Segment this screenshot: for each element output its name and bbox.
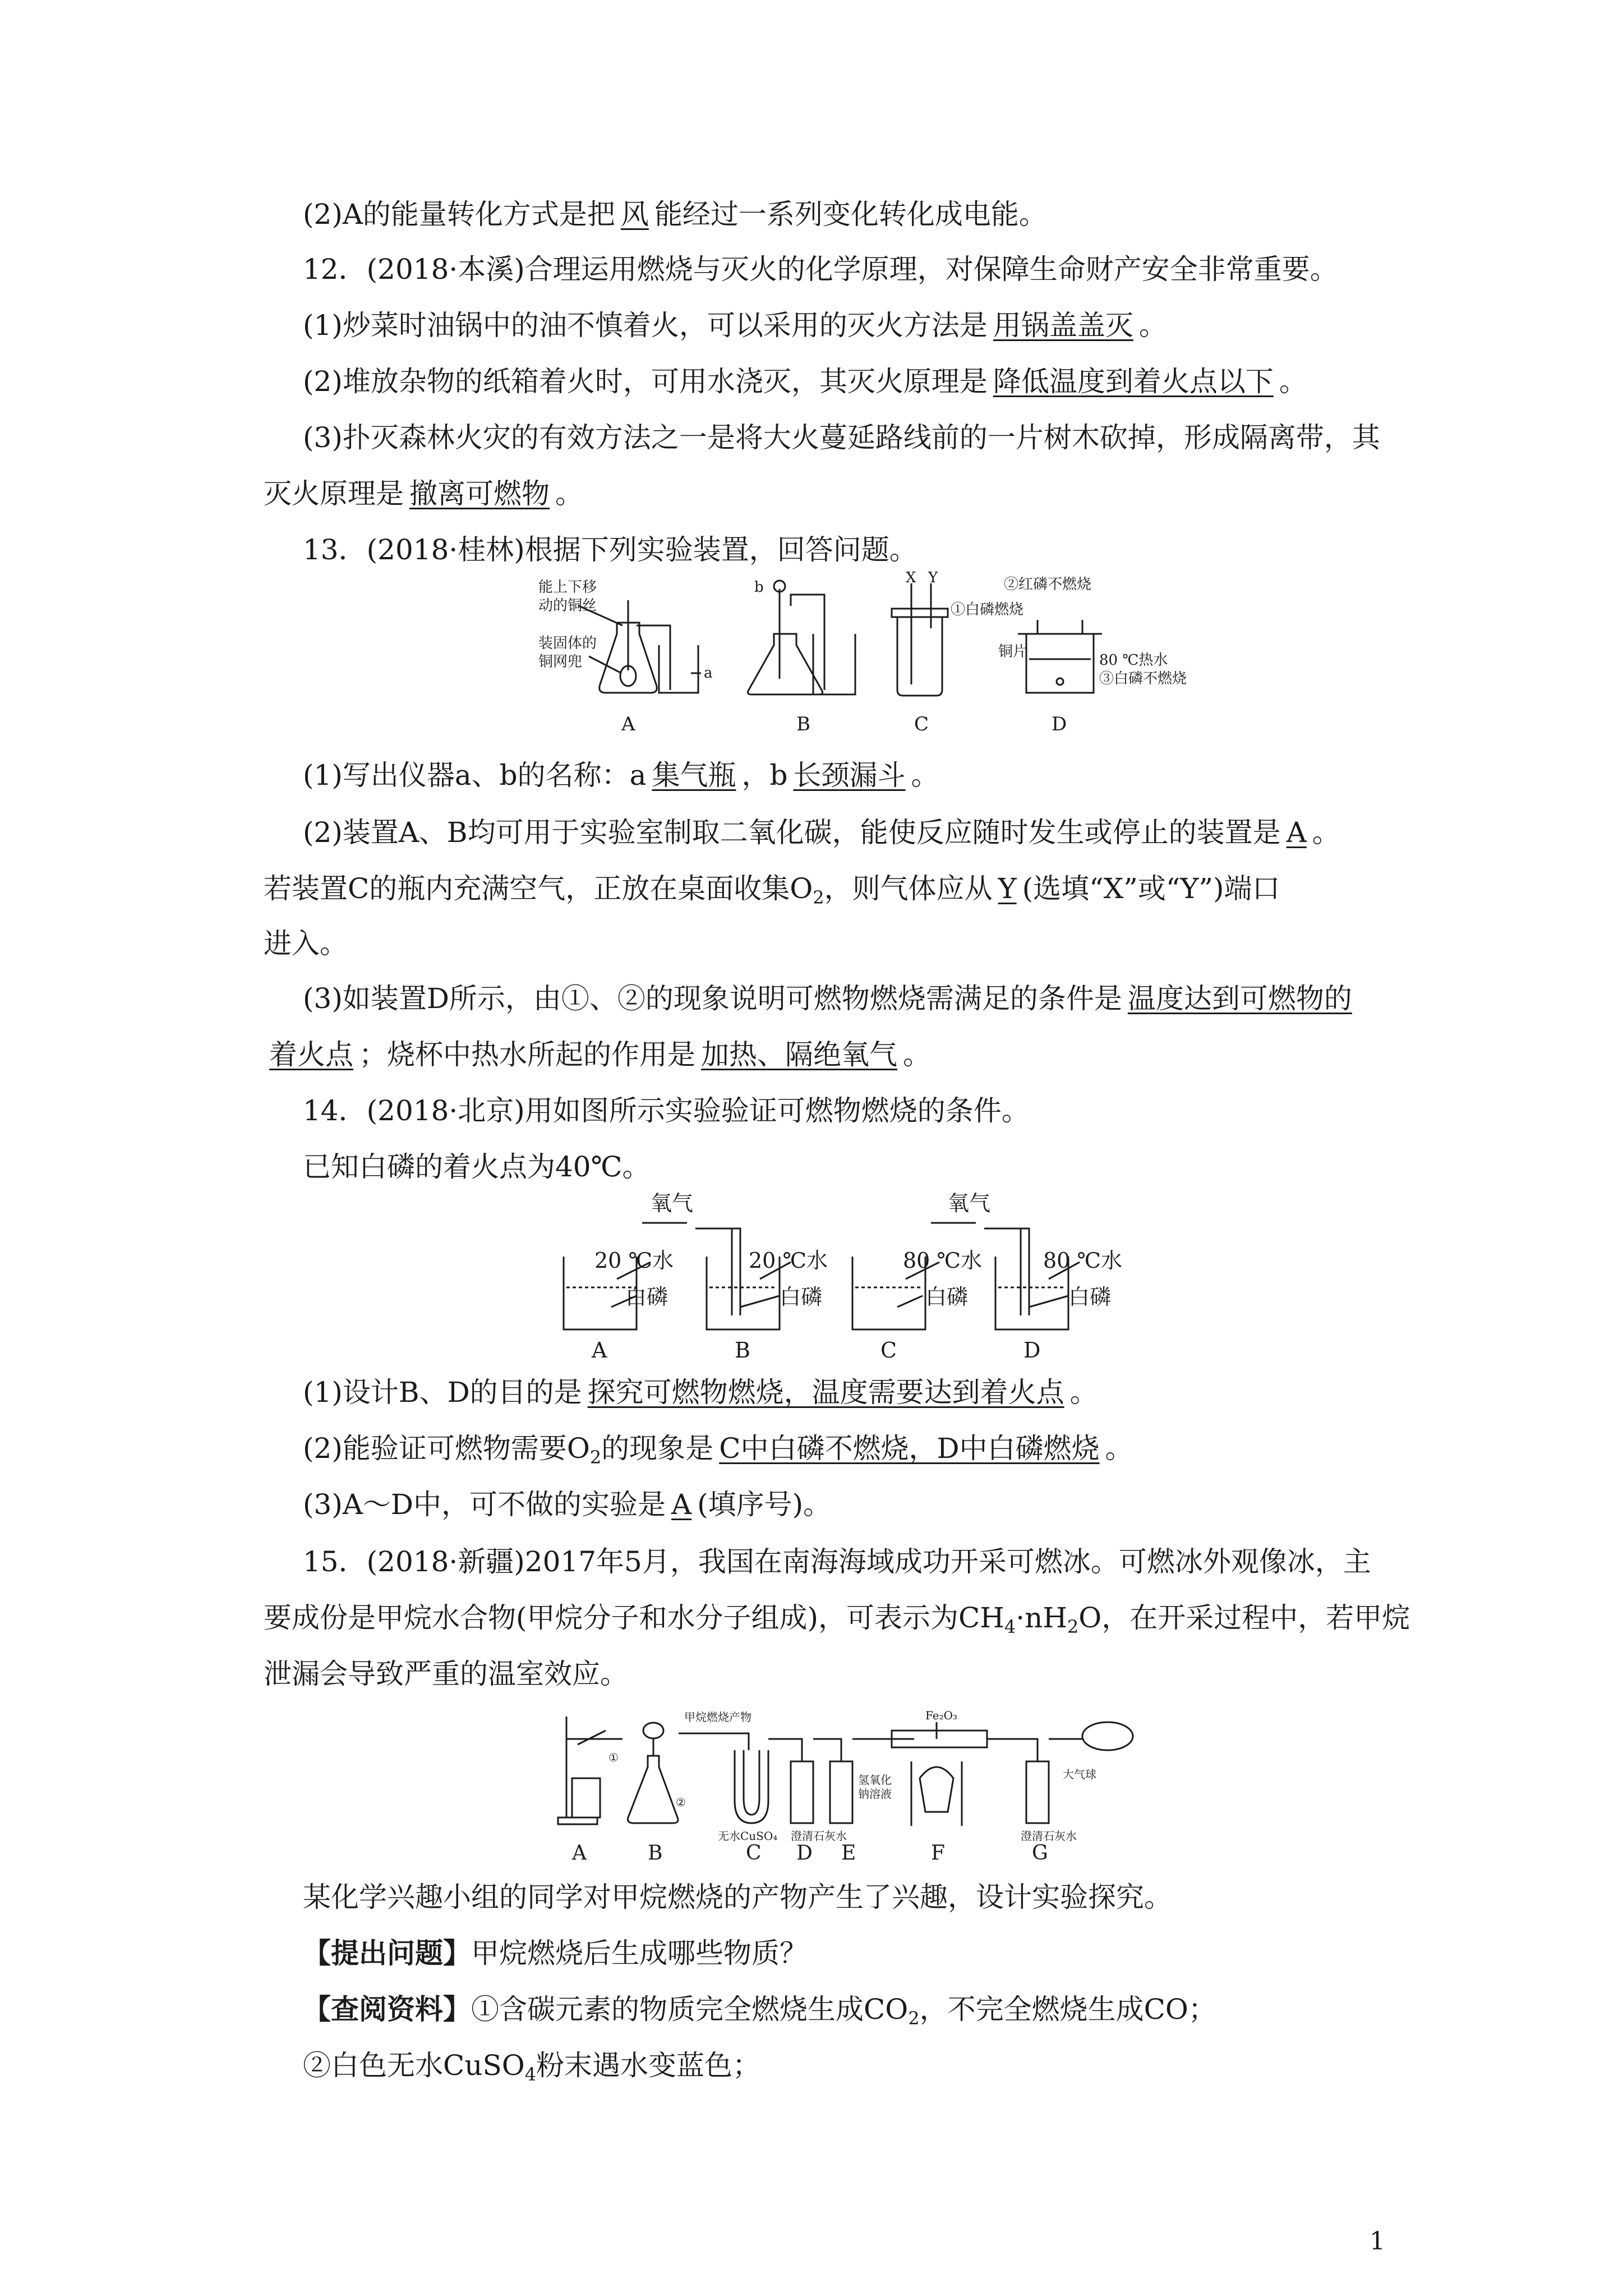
q12-part3-line2: 灭火原理是 撤离可燃物 。 [264, 476, 583, 512]
q15-line3: 泄漏会导致严重的温室效应。 [264, 1658, 628, 1690]
page-number: 1 [1370, 2227, 1385, 2256]
fig-label: E [841, 1842, 856, 1865]
fig-label: 大气球 [1063, 1768, 1096, 1781]
answer: 温度达到可燃物的 [1127, 982, 1352, 1015]
q15-reference-2: ②白色无水CuSO$_4$粉末遇水变蓝色； [303, 2049, 761, 2085]
fig-label: 白磷 [1068, 1285, 1112, 1309]
fig-label: 白磷 [625, 1285, 668, 1309]
answer: 探究可燃物燃烧，温度需要达到着火点 [587, 1376, 1064, 1409]
fig-label: 铜片 [998, 643, 1028, 660]
fig-label: B [648, 1842, 663, 1865]
answer: C中白磷不燃烧，D中白磷燃烧 [719, 1432, 1100, 1465]
q13-part2-line1: (2)装置A、B均可用于实验室制取二氧化碳，能使反应随时发生或停止的装置是 A 。 [303, 815, 1340, 850]
q15-reference-1: 【查阅资料】①含碳元素的物质完全燃烧生成$CO_2$，不完全燃烧生成CO； [303, 1993, 1216, 2029]
answer: 着火点 [269, 1038, 353, 1071]
q15-line2: 要成份是甲烷水合物(甲烷分子和水分子组成)，可表示为$CH_4\cdot nH_2O$，在开采过程中，若甲烷 [264, 1602, 1410, 1637]
answer: 长颈漏斗 [793, 759, 906, 792]
fig-label: Fe₂O₃ [925, 1709, 958, 1722]
q14-known: 已知白磷的着火点为40℃。 [303, 1151, 651, 1183]
answer: 用锅盖盖灭 [993, 309, 1133, 342]
fig-label: X [906, 569, 916, 586]
fig-label: 钠溶液 [858, 1787, 892, 1801]
q14-part3: (3)A～D中，可不做的实验是 A (填序号)。 [303, 1487, 831, 1522]
q15-question: 【提出问题】甲烷燃烧后生成哪些物质？ [303, 1936, 808, 1970]
q12-stem: 12．(2018·本溪)合理运用燃烧与灭火的化学原理，对保障生命财产安全非常重要。 [303, 253, 1338, 286]
fig-label: C [914, 713, 929, 735]
fig-label: 20 ℃水 [594, 1248, 674, 1273]
q15-line1: 15．(2018·新疆)2017年5月，我国在南海海域成功开采可燃冰。可燃冰外观像冰，主 [303, 1545, 1371, 1578]
q15-apparatus-figure [555, 1705, 1150, 1865]
q14-part2: (2)能验证可燃物需要$O_2$的现象是 C中白磷不燃烧，D中白磷燃烧 。 [303, 1430, 1133, 1466]
answer: Y [998, 872, 1017, 905]
fig-label: 澄清石灰水 [1021, 1829, 1077, 1843]
fig-label: ③白磷不燃烧 [1099, 670, 1187, 687]
fig-label: F [931, 1842, 945, 1865]
q13-part2-line3: 进入。 [264, 927, 348, 960]
fig-label: Y [928, 569, 938, 586]
answer: 风 [620, 198, 649, 231]
fig-label: A [592, 1338, 607, 1363]
answer: 集气瓶 [652, 759, 736, 792]
fig-label: 白磷 [780, 1285, 823, 1309]
q13-stem: 13．(2018·桂林)根据下列实验装置，回答问题。 [303, 533, 917, 566]
q14-part1: (1)设计B、D的目的是 探究可燃物燃烧，温度需要达到着火点 。 [303, 1374, 1098, 1410]
fig-label: 氢氧化 [858, 1773, 892, 1787]
q13-part3-line2: 着火点 ；烧杯中热水所起的作用是 加热、隔绝氧气 。 [264, 1037, 931, 1073]
q13-apparatus-figure [538, 569, 1187, 740]
fig-label: 白磷 [925, 1285, 969, 1309]
fig-label: A [572, 1842, 587, 1865]
fig-label: 能上下移 [538, 579, 597, 596]
q12-part2: (2)堆放杂物的纸箱着火时，可用水浇灭，其灭火原理是 降低温度到着火点以下 。 [303, 364, 1307, 399]
answer: 降低温度到着火点以下 [993, 365, 1274, 398]
q14-stem: 14．(2018·北京)用如图所示实验验证可燃物燃烧的条件。 [303, 1094, 1030, 1127]
answer: 撤离可燃物 [409, 477, 550, 510]
fig-label: ①白磷燃烧 [951, 601, 1024, 618]
q13-part2-line2: 若装置C的瓶内充满空气，正放在桌面收集$O_2$，则气体应从 Y (选填“X”或“Y”)端口 [264, 871, 1280, 907]
fig-label: ② [676, 1796, 686, 1809]
fig-label: ②红磷不燃烧 [1004, 576, 1092, 593]
fig-label: 氧气 [948, 1191, 991, 1216]
fig-label: B [796, 713, 810, 735]
q14-beakers-figure [555, 1191, 1144, 1363]
fig-label: a [704, 665, 713, 682]
q11-part2: (2)A的能量转化方式是把 风 能经过一系列变化转化成电能。 [303, 196, 1047, 232]
q13-part3-line1: (3)如装置D所示，由①、②的现象说明可燃物燃烧需满足的条件是 温度达到可燃物的 [303, 981, 1358, 1016]
fig-label: ① [608, 1751, 619, 1764]
q15-intro: 某化学兴趣小组的同学对甲烷燃烧的产物产生了兴趣，设计实验探究。 [303, 1881, 1172, 1913]
fig-label: 20 ℃水 [749, 1248, 828, 1273]
answer: A [671, 1488, 692, 1521]
fig-label: 澄清石灰水 [791, 1829, 847, 1843]
fig-label: 铜网兜 [538, 654, 583, 670]
fig-label: 动的铜丝 [538, 597, 597, 614]
fig-label: 80 ℃热水 [1099, 652, 1168, 669]
fig-label: G [1032, 1842, 1048, 1865]
fig-label: C [880, 1338, 897, 1363]
fig-label: C [746, 1842, 762, 1865]
fig-label: A [621, 713, 635, 735]
fig-label: 80 ℃水 [903, 1248, 982, 1273]
fig-label: 80 ℃水 [1043, 1248, 1122, 1273]
fig-label: 装固体的 [538, 635, 597, 652]
q13-part1: (1)写出仪器a、b的名称：a 集气瓶 ，b 长颈漏斗 。 [303, 757, 939, 793]
fig-label: 甲烷燃烧产物 [684, 1710, 751, 1724]
fig-label: D [1052, 713, 1067, 735]
answer: 加热、隔绝氧气 [701, 1038, 897, 1071]
q12-part3-line1: (3)扑灭森林火灾的有效方法之一是将大火蔓延路线前的一片树木砍掉，形成隔离带，其 [303, 421, 1380, 454]
q12-part1: (1)炒菜时油锅中的油不慎着火，可以采用的灭火方法是 用锅盖盖灭 。 [303, 307, 1167, 343]
answer: A [1286, 816, 1307, 849]
fig-label: b [754, 579, 764, 596]
fig-label: 氧气 [651, 1191, 694, 1216]
fig-label: B [735, 1338, 750, 1363]
fig-label: D [796, 1842, 813, 1865]
fig-label: D [1023, 1338, 1041, 1363]
fig-label: 无水CuSO₄ [718, 1829, 778, 1843]
